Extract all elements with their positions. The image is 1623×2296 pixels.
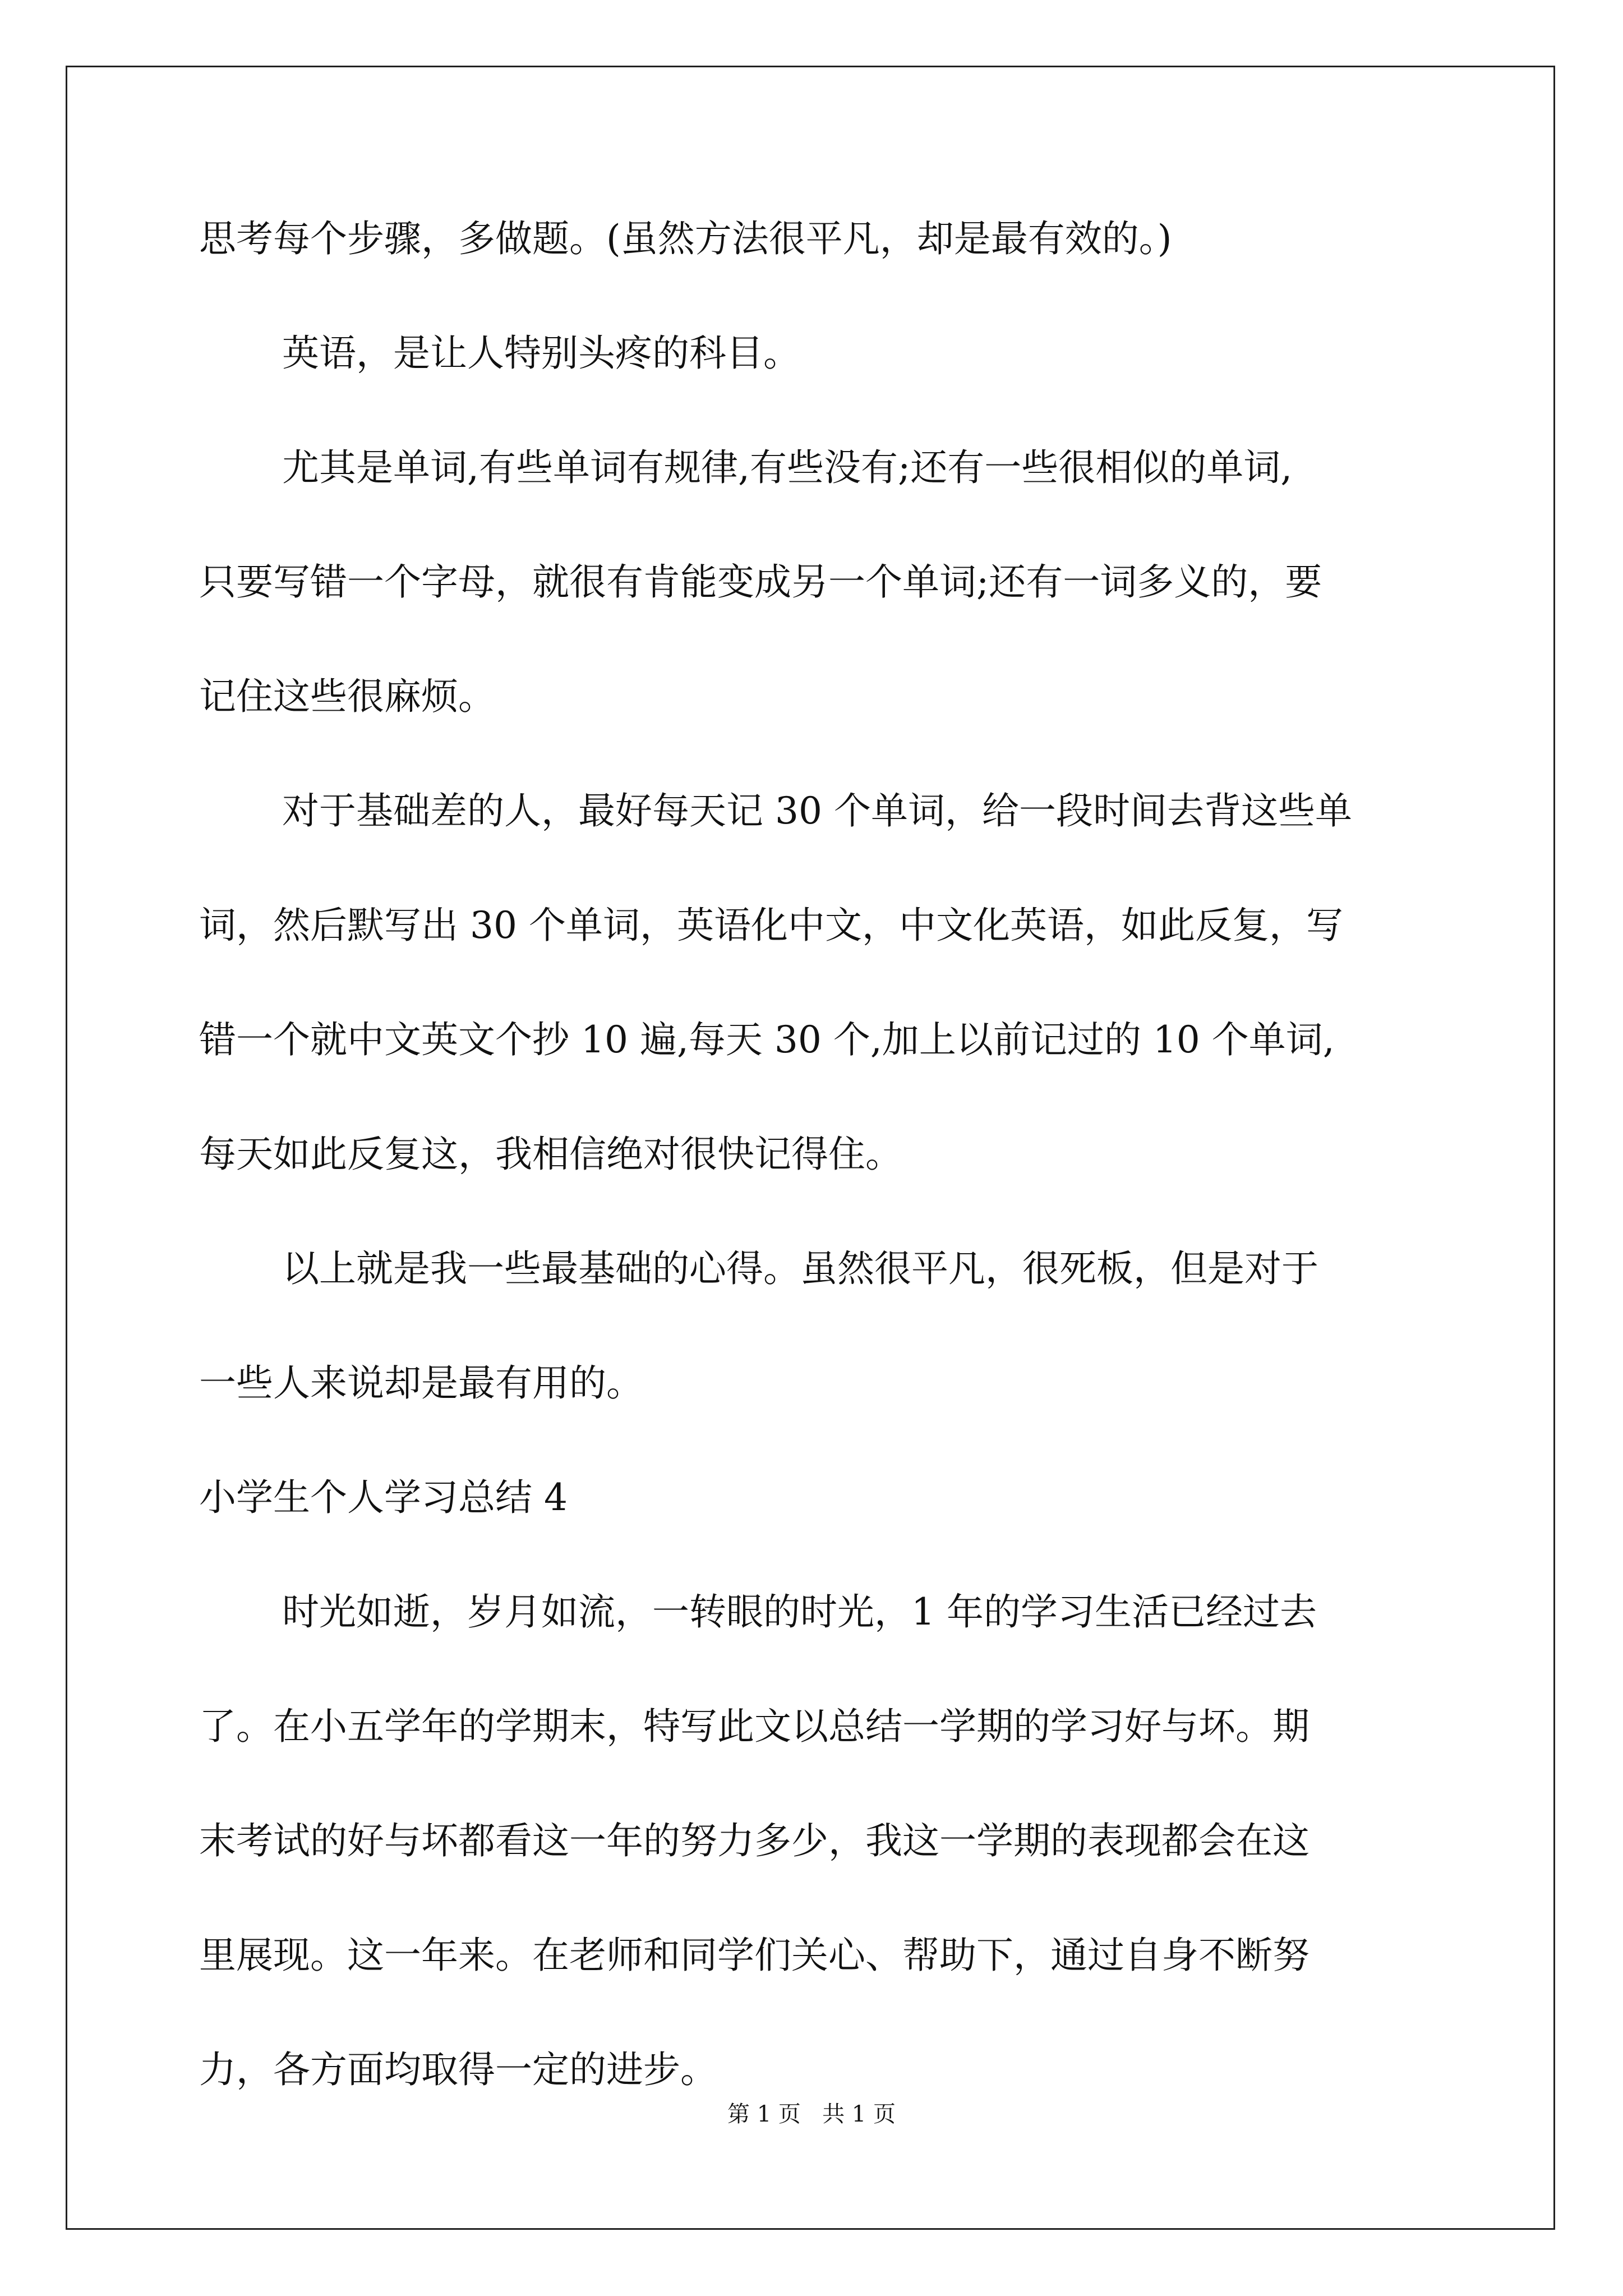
text-line: 只要写错一个字母，就很有肯能变成另一个单词;还有一词多义的，要 <box>199 560 1322 604</box>
text-line: 词，然后默写出 30 个单词，英语化中文，中文化英语，如此反复，写 <box>199 904 1343 947</box>
page-footer: 第 1 页 共 1 页 <box>727 2101 896 2127</box>
text-line: 里展现。这一年来。在老师和同学们关心、帮助下，通过自身不断努 <box>199 1934 1310 1977</box>
text-line: 以上就是我一些最基础的心得。虽然很平凡，很死板，但是对于 <box>282 1247 1318 1290</box>
text-line: 力，各方面均取得一定的进步。 <box>199 2048 717 2091</box>
text-line: 思考每个步骤，多做题。(虽然方法很平凡，却是最有效的。) <box>199 217 1172 260</box>
text-line: 每天如此反复这，我相信绝对很快记得住。 <box>199 1133 902 1176</box>
text-line: 末考试的好与坏都看这一年的努力多少，我这一学期的表现都会在这 <box>199 1819 1310 1862</box>
text-line: 对于基础差的人，最好每天记 30 个单词，给一段时间去背这些单 <box>282 789 1352 832</box>
text-line: 时光如逝，岁月如流，一转眼的时光，1 年的学习生活已经过去 <box>282 1590 1317 1634</box>
text-line: 英语，是让人特别头疼的科目。 <box>282 332 800 375</box>
section-heading: 小学生个人学习总结 4 <box>199 1476 568 1519</box>
text-line: 尤其是单词,有些单词有规律,有些没有;还有一些很相似的单词, <box>282 446 1293 489</box>
text-line: 错一个就中文英文个抄 10 遍,每天 30 个,加上以前记过的 10 个单词, <box>199 1018 1335 1061</box>
document-body <box>199 219 1433 2090</box>
text-line: 了。在小五学年的学期末，特写此文以总结一学期的学习好与坏。期 <box>199 1705 1310 1748</box>
text-line: 记住这些很麻烦。 <box>199 675 495 718</box>
text-line: 一些人来说却是最有用的。 <box>199 1361 643 1405</box>
